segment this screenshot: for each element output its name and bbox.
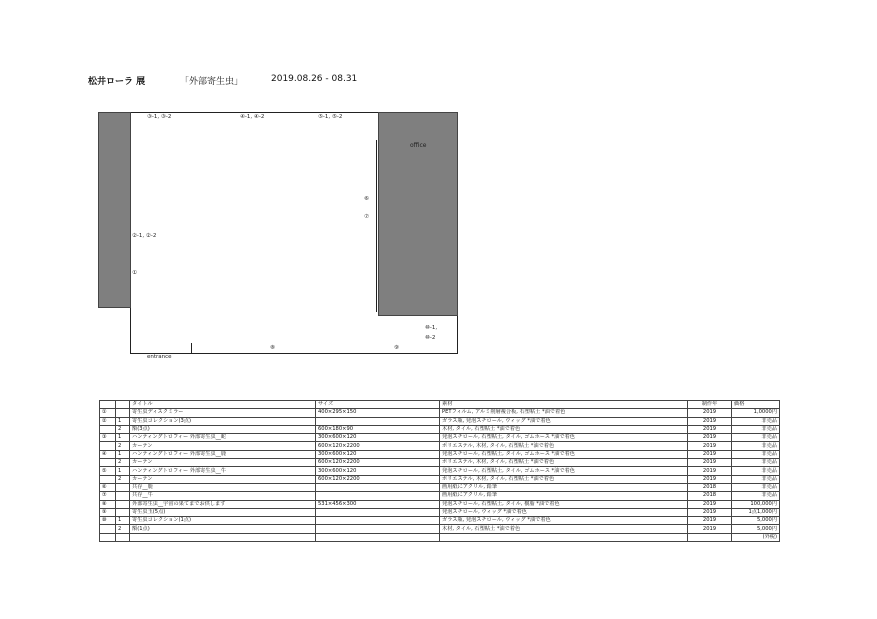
position-label-2: ②-1, ②-2 xyxy=(132,233,157,239)
cell-year xyxy=(688,533,732,541)
cell-sub xyxy=(116,500,130,508)
cell-material: 画用紙にアクリル, 鉛筆 xyxy=(440,483,688,491)
artist-name: 松井ローラ 展 xyxy=(88,77,146,87)
position-label-8: ⑧ xyxy=(270,345,275,351)
cell-price: 非売品 xyxy=(732,459,780,467)
cell-price: 5,000円 xyxy=(732,525,780,533)
cell-material: PETフィルム, アルミ削層複合板, 石塑粘土 *油で着色 xyxy=(440,409,688,417)
exhibition-title: 「外部寄生虫」 xyxy=(180,77,244,87)
table-header-row xyxy=(100,401,780,409)
cell-year: 2019 xyxy=(688,409,732,417)
cell-number: ⑥ xyxy=(100,483,116,491)
cell-sub: 2 xyxy=(116,525,130,533)
exhibition-dates: 2019.08.26 - 08.31 xyxy=(271,74,358,84)
top-wall-line xyxy=(131,112,378,113)
cell-title: ハンティングトロフィー 外部寄生虫__蛇 xyxy=(130,434,316,442)
col-header-year: 制作年 xyxy=(688,401,732,409)
works-table-body xyxy=(100,409,780,542)
cell-sub: 1 xyxy=(116,467,130,475)
cell-material: ガラス瓶, 発泡スチロール, ウィッグ *油で着色 xyxy=(440,517,688,525)
cell-number xyxy=(100,533,116,541)
cell-number: ② xyxy=(100,417,116,425)
cell-number xyxy=(100,425,116,433)
cell-year: 2019 xyxy=(688,450,732,458)
cell-size: 600×120×2200 xyxy=(316,459,440,467)
cell-sub: 1 xyxy=(116,450,130,458)
cell-title: 寄生虫コレクション(3点) xyxy=(130,417,316,425)
cell-sub xyxy=(116,492,130,500)
position-label-9: ⑨ xyxy=(394,345,399,351)
cell-price: 1,0000円 xyxy=(732,409,780,417)
cell-title: カーテン xyxy=(130,475,316,483)
cell-year: 2019 xyxy=(688,434,732,442)
cell-number: ⑩ xyxy=(100,517,116,525)
cell-price: 非売品 xyxy=(732,450,780,458)
cell-price: 5,000円 xyxy=(732,517,780,525)
table-row xyxy=(100,525,780,533)
position-label-6: ⑥ xyxy=(364,196,369,202)
table-row xyxy=(100,417,780,425)
cell-size: 300×600×120 xyxy=(316,450,440,458)
cell-year: 2019 xyxy=(688,525,732,533)
cell-size: 600×120×2200 xyxy=(316,442,440,450)
position-label-1: ① xyxy=(132,270,137,276)
table-row xyxy=(100,459,780,467)
cell-price: 非売品 xyxy=(732,492,780,500)
position-label-3: ③-1, ③-2 xyxy=(147,114,172,120)
left-wall-block xyxy=(98,112,131,308)
cell-year: 2018 xyxy=(688,483,732,491)
floor-plan xyxy=(98,112,460,358)
cell-year: 2019 xyxy=(688,467,732,475)
position-label-4: ④-1, ④-2 xyxy=(240,114,265,120)
cell-sub: 1 xyxy=(116,434,130,442)
cell-price: 非売品 xyxy=(732,467,780,475)
cell-material: 発泡スチロール, 石塑粘土, タイル, ゴムホース *油で着色 xyxy=(440,450,688,458)
cell-title: カーテン xyxy=(130,442,316,450)
cell-sub: 2 xyxy=(116,442,130,450)
cell-sub: 1 xyxy=(116,417,130,425)
col-header-material: 素材 xyxy=(440,401,688,409)
cell-year: 2019 xyxy=(688,508,732,516)
table-row xyxy=(100,442,780,450)
col-header-price: 価格 xyxy=(732,401,780,409)
cell-number: ⑨ xyxy=(100,508,116,516)
cell-material: 発泡スチロール, 石塑粘土, タイル, 樹脂 *油で着色 xyxy=(440,500,688,508)
entrance-label: entrance xyxy=(147,354,172,360)
cell-material: 画用紙にアクリル, 鉛筆 xyxy=(440,492,688,500)
cell-material xyxy=(440,533,688,541)
cell-sub xyxy=(116,508,130,516)
cell-size: 400×295×150 xyxy=(316,409,440,417)
cell-year: 2019 xyxy=(688,459,732,467)
cell-year: 2019 xyxy=(688,500,732,508)
col-header-title: タイトル xyxy=(130,401,316,409)
cell-number: ⑧ xyxy=(100,500,116,508)
cell-year: 2018 xyxy=(688,492,732,500)
table-row xyxy=(100,492,780,500)
cell-size xyxy=(316,492,440,500)
cell-material: 発泡スチロール, 石塑粘土, タイル, ゴムホース *油で着色 xyxy=(440,434,688,442)
cell-year: 2019 xyxy=(688,517,732,525)
cell-year: 2019 xyxy=(688,475,732,483)
cell-title: 共存__鹿 xyxy=(130,483,316,491)
cell-title xyxy=(130,533,316,541)
col-header-size: サイズ xyxy=(316,401,440,409)
cell-number xyxy=(100,475,116,483)
cell-price: 非売品 xyxy=(732,483,780,491)
room-left-line xyxy=(130,308,131,354)
cell-sub: 2 xyxy=(116,425,130,433)
cell-number: ⑤ xyxy=(100,467,116,475)
cell-size: 600×120×2200 xyxy=(316,475,440,483)
cell-number: ④ xyxy=(100,450,116,458)
cell-sub: 2 xyxy=(116,475,130,483)
table-row xyxy=(100,517,780,525)
works-table xyxy=(99,400,780,542)
table-row xyxy=(100,467,780,475)
cell-material: ポリエステル, 木材, タイル, 石塑粘土 *油で着色 xyxy=(440,459,688,467)
cell-size: 600×180×90 xyxy=(316,425,440,433)
cell-title: 寄生虫コレクション(1点) xyxy=(130,517,316,525)
cell-size xyxy=(316,417,440,425)
cell-year: 2019 xyxy=(688,417,732,425)
cell-number xyxy=(100,525,116,533)
cell-size xyxy=(316,525,440,533)
cell-material: ガラス瓶, 発泡スチロール, ウィッグ *油で着色 xyxy=(440,417,688,425)
cell-price: 非売品 xyxy=(732,425,780,433)
table-row xyxy=(100,425,780,433)
cell-year: 2019 xyxy=(688,425,732,433)
cell-sub xyxy=(116,533,130,541)
cell-size xyxy=(316,483,440,491)
cell-title: 共存__牛 xyxy=(130,492,316,500)
cell-price: 1点1,000円 xyxy=(732,508,780,516)
cell-price: 非売品 xyxy=(732,417,780,425)
cell-title: ハンティングトロフィー 外部寄生虫__鹿 xyxy=(130,450,316,458)
col-header-number xyxy=(100,401,116,409)
cell-number xyxy=(100,442,116,450)
cell-material: 発泡スチロール, ウィッグ *油で着色 xyxy=(440,508,688,516)
cell-title: 額(3点) xyxy=(130,425,316,433)
right-wall-line xyxy=(457,316,458,354)
cell-sub: 1 xyxy=(116,517,130,525)
cell-material: 木材, タイル, 石塑粘土 *油で着色 xyxy=(440,425,688,433)
cell-title: 外部寄生虫__宇宙の果てまでお供します xyxy=(130,500,316,508)
table-row xyxy=(100,409,780,417)
cell-number: ⑦ xyxy=(100,492,116,500)
bottom-wall-line xyxy=(130,353,458,354)
cell-number: ① xyxy=(100,409,116,417)
cell-price: 非売品 xyxy=(732,434,780,442)
cell-material: ポリエステル, 木材, タイル, 石塑粘土 *油で着色 xyxy=(440,442,688,450)
office-label: office xyxy=(410,142,427,149)
cell-title: カーテン xyxy=(130,459,316,467)
entrance-mark xyxy=(191,343,192,354)
cell-sub xyxy=(116,483,130,491)
col-header-sub xyxy=(116,401,130,409)
cell-price: (外税) xyxy=(732,533,780,541)
position-label-10a: ⑩-1, xyxy=(425,325,438,331)
position-label-5: ⑤-1, ⑤-2 xyxy=(318,114,343,120)
cell-number: ③ xyxy=(100,434,116,442)
cell-size xyxy=(316,533,440,541)
table-row xyxy=(100,483,780,491)
cell-price: 100,000円 xyxy=(732,500,780,508)
table-row xyxy=(100,434,780,442)
cell-price: 非売品 xyxy=(732,475,780,483)
cell-title: ハンティングトロフィー 外部寄生虫__牛 xyxy=(130,467,316,475)
table-row xyxy=(100,533,780,541)
cell-title: 寄生虫ディスクミラー xyxy=(130,409,316,417)
cell-sub xyxy=(116,409,130,417)
cell-size: 531×456×300 xyxy=(316,500,440,508)
cell-size xyxy=(316,508,440,516)
position-label-10b: ⑩-2 xyxy=(425,335,436,341)
position-label-7: ⑦ xyxy=(364,214,369,220)
table-row xyxy=(100,475,780,483)
cell-title: 寄生虫玉(5点) xyxy=(130,508,316,516)
table-row xyxy=(100,500,780,508)
cell-title: 額(1点) xyxy=(130,525,316,533)
cell-sub: 2 xyxy=(116,459,130,467)
cell-year: 2019 xyxy=(688,442,732,450)
cell-material: 木材, タイル, 石塑粘土 *油で着色 xyxy=(440,525,688,533)
cell-price: 非売品 xyxy=(732,442,780,450)
cell-material: ポリエステル, 木材, タイル, 石塑粘土 *油で着色 xyxy=(440,475,688,483)
cell-material: 発泡スチロール, 石塑粘土, タイル, ゴムホース *油で着色 xyxy=(440,467,688,475)
cell-size: 300×600×120 xyxy=(316,467,440,475)
cell-size xyxy=(316,517,440,525)
cell-size: 300×600×120 xyxy=(316,434,440,442)
office-door-line xyxy=(376,140,377,312)
table-row xyxy=(100,450,780,458)
table-row xyxy=(100,508,780,516)
cell-number xyxy=(100,459,116,467)
